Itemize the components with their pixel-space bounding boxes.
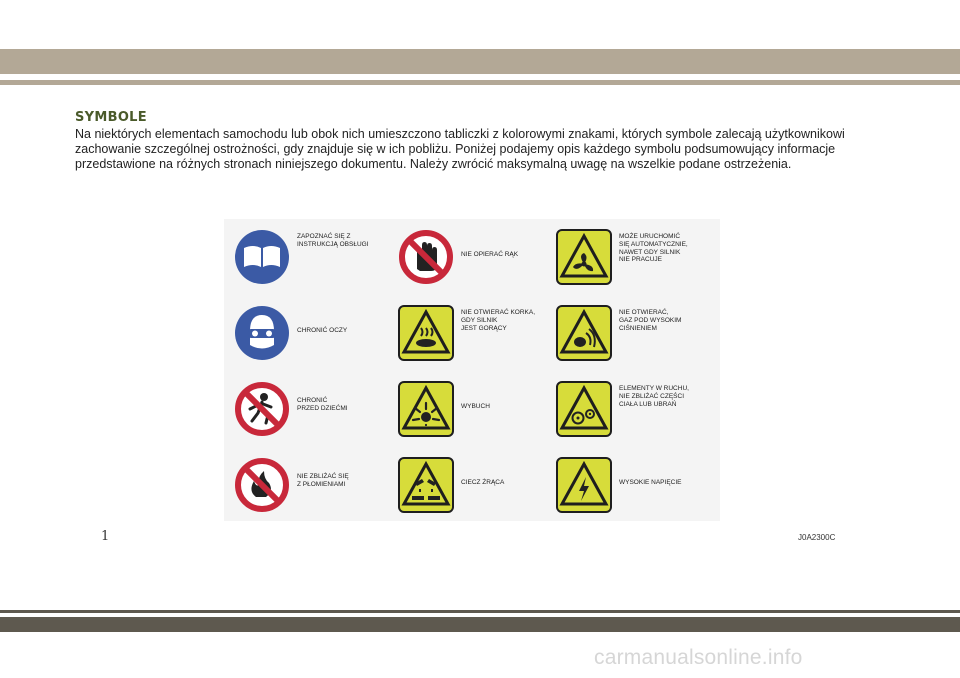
high-voltage-warning-icon	[556, 457, 612, 513]
page-number: 1	[101, 529, 110, 544]
hot-cap-warning-icon	[398, 305, 454, 361]
footer-rule	[0, 610, 960, 613]
pressure-warning-icon	[556, 305, 612, 361]
manual-book-icon	[234, 229, 290, 285]
no-hands-icon	[398, 229, 454, 285]
header-band	[0, 49, 960, 74]
section-paragraph: Na niektórych elementach samochodu lub obok nich umieszczono tabliczki z kolorowymi znakami, których symbole zalecają użytkownikowi zachowanie szczególnej ostrożności, gdy znajduje się w ich pobliżu. Poniżej podajemy opis każdego symbolu podsumowujący informacje przedstawione na różnych stronach niniejszego dokumentu. Należy zwrócić maksymalną uwagę na wszelkie podane ostrzeżenia.	[75, 127, 845, 171]
eye-protection-icon	[234, 305, 290, 361]
symbol-label: NIE OTWIERAĆ KORKA, GDY SILNIK JEST GORĄCY	[461, 309, 536, 332]
section-heading: SYMBOLE	[75, 110, 147, 125]
symbol-label: CHRONIĆ OCZY	[297, 327, 348, 334]
symbol-label: MOŻE URUCHOMIĆ SIĘ AUTOMATYCZNIE, NAWET GDY SILNIK NIE PRACUJE	[619, 233, 688, 264]
no-flames-icon	[234, 457, 290, 513]
symbol-label: ZAPOZNAĆ SIĘ Z INSTRUKCJĄ OBSŁUGI	[297, 233, 369, 248]
corrosive-liquid-icon	[398, 457, 454, 513]
fan-warning-icon	[556, 229, 612, 285]
symbol-label: WYBUCH	[461, 403, 490, 410]
symbol-label: NIE OPIERAĆ RĄK	[461, 251, 519, 258]
header-rule	[0, 80, 960, 85]
moving-parts-warning-icon	[556, 381, 612, 437]
explosion-warning-icon	[398, 381, 454, 437]
watermark: carmanualsonline.info	[594, 646, 803, 669]
symbol-label: CIECZ ŻRĄCA	[461, 479, 505, 486]
footer-band	[0, 617, 960, 632]
figure-code: J0A2300C	[798, 533, 836, 542]
symbol-label: NIE OTWIERAĆ, GAZ POD WYSOKIM CIŚNIENIEM	[619, 309, 682, 332]
symbol-label: WYSOKIE NAPIĘCIE	[619, 479, 682, 486]
keep-away-children-icon	[234, 381, 290, 437]
symbol-label: NIE ZBLIŻAĆ SIĘ Z PŁOMIENIAMI	[297, 473, 349, 488]
symbol-label: CHRONIĆ PRZED DZIEĆMI	[297, 397, 348, 412]
symbol-label: ELEMENTY W RUCHU, NIE ZBLIŻAĆ CZĘŚCI CIAŁA LUB UBRAŃ	[619, 385, 689, 408]
symbols-figure	[224, 219, 720, 521]
